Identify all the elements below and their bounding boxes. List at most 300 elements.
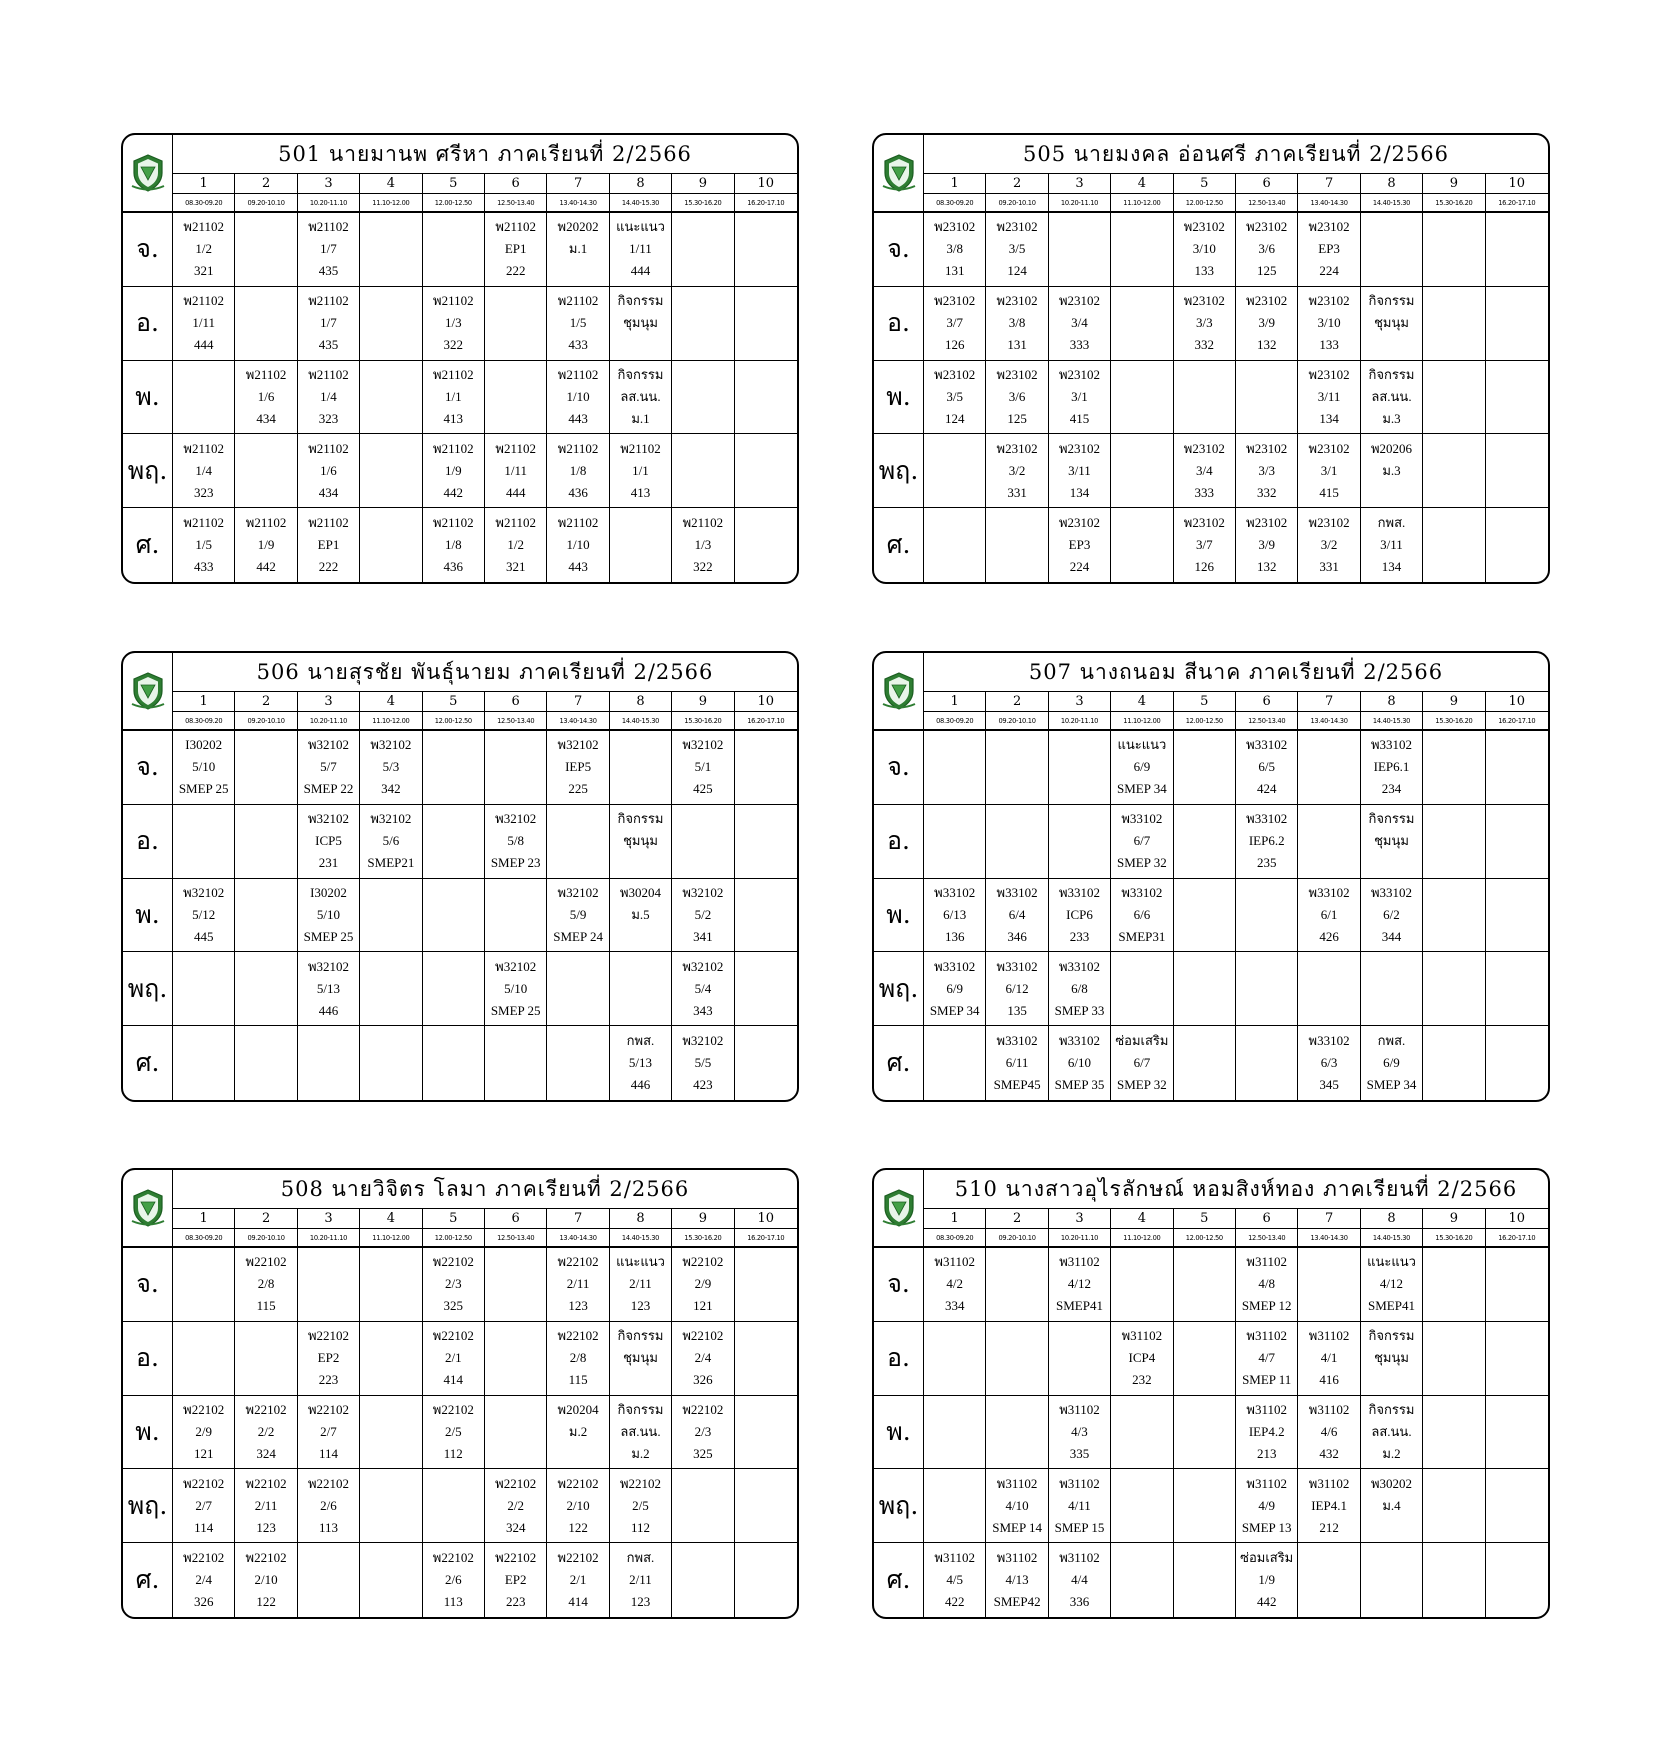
cell-subject: พ23102 — [996, 219, 1038, 235]
schedule-cell — [610, 952, 672, 1026]
schedule-cell — [1111, 1469, 1173, 1543]
cell-class: 4/3 — [1071, 1423, 1088, 1439]
cell-class: IEP5 — [565, 759, 592, 775]
cell-class: 3/11 — [1317, 388, 1341, 404]
schedule-cell — [1049, 508, 1111, 582]
period-time: 09.20-10.10 — [986, 194, 1048, 213]
cell-subject: พ23102 — [1058, 366, 1101, 382]
schedule-cell — [1174, 1469, 1236, 1543]
day-label: จ. — [874, 213, 924, 287]
cell-room: 234 — [1381, 781, 1402, 797]
schedule-cell — [1298, 1322, 1360, 1396]
schedule-cell — [1361, 731, 1423, 805]
cell-subject: พ22102 — [432, 1254, 474, 1270]
period-time: 12.00-12.50 — [423, 712, 485, 731]
schedule-cell — [1049, 731, 1111, 805]
cell-room: 131 — [944, 263, 965, 279]
schedule-cell — [1423, 879, 1485, 953]
schedule-cell — [610, 1322, 672, 1396]
cell-room: SMEP 14 — [992, 1519, 1042, 1535]
schedule-cell — [1174, 508, 1236, 582]
cell-room: 125 — [1007, 410, 1027, 426]
cell-class: 2/7 — [320, 1423, 337, 1439]
schedule-cell — [986, 1543, 1048, 1617]
cell-class: 3/11 — [1380, 537, 1403, 553]
cell-class: 5/9 — [569, 906, 587, 922]
cell-subject: พ22102 — [183, 1475, 225, 1491]
schedule-cell — [298, 731, 360, 805]
schedule-cell — [1111, 952, 1173, 1026]
schedule-cell — [1111, 434, 1173, 508]
cell-class: 2/10 — [566, 1497, 590, 1513]
cell-class: 5/6 — [382, 833, 400, 849]
cell-class: 2/9 — [195, 1423, 212, 1439]
cell-subject: พ32102 — [183, 884, 225, 900]
timetable-grid — [123, 1170, 797, 1617]
period-number: 10 — [1486, 174, 1548, 194]
period-number: 3 — [298, 692, 360, 712]
cell-room: 442 — [1256, 1594, 1277, 1610]
cell-subject: พ23102 — [1058, 515, 1101, 531]
cell-room: 434 — [318, 484, 339, 500]
cell-class: 2/4 — [694, 1350, 712, 1366]
day-label: อ. — [123, 1322, 173, 1396]
period-time: 11.10-12.00 — [1111, 1229, 1173, 1248]
cell-class: ICP4 — [1128, 1350, 1156, 1366]
schedule-cell — [1236, 1026, 1298, 1100]
period-number: 4 — [360, 174, 422, 194]
period-number: 8 — [1361, 1209, 1423, 1229]
cell-class: ชุมนุม — [623, 1350, 658, 1366]
day-label: พ. — [874, 1396, 924, 1470]
period-time: 14.40-15.30 — [1361, 194, 1423, 213]
cell-class: 3/1 — [1320, 462, 1338, 478]
schedule-cell — [298, 434, 360, 508]
schedule-cell — [735, 434, 797, 508]
cell-room: 433 — [568, 337, 588, 353]
period-time: 12.00-12.50 — [1174, 1229, 1236, 1248]
cell-room: 333 — [1194, 484, 1215, 500]
period-number: 7 — [1298, 174, 1360, 194]
cell-class: 5/1 — [694, 759, 712, 775]
cell-subject: กิจกรรม — [1368, 366, 1415, 382]
schedule-cell — [1361, 1469, 1423, 1543]
cell-room: 114 — [194, 1519, 214, 1535]
cell-room: 435 — [318, 337, 339, 353]
schedule-cell — [1174, 1026, 1236, 1100]
schedule-cell — [1423, 361, 1485, 435]
schedule-cell — [986, 213, 1048, 287]
schedule-cell — [485, 508, 547, 582]
cell-class: 6/13 — [943, 906, 967, 922]
cell-class: 4/5 — [946, 1572, 963, 1588]
schedule-cell — [672, 952, 734, 1026]
cell-room: 326 — [693, 1372, 713, 1388]
schedule-cell — [1423, 1396, 1485, 1470]
day-label: ศ. — [123, 508, 173, 582]
schedule-cell — [735, 508, 797, 582]
schedule-cell — [1174, 361, 1236, 435]
schedule-cell — [1298, 1026, 1360, 1100]
cell-room: 445 — [193, 928, 214, 944]
day-label: พฤ. — [874, 434, 924, 508]
schedule-cell — [1236, 731, 1298, 805]
cell-class: 1/11 — [504, 462, 528, 478]
period-number: 9 — [1423, 174, 1485, 194]
schedule-cell — [1174, 434, 1236, 508]
timetable-grid — [874, 135, 1548, 582]
schedule-cell — [360, 361, 422, 435]
period-time: 16.20-17.10 — [735, 712, 797, 731]
schedule-cell — [1111, 731, 1173, 805]
school-crest-icon — [881, 1188, 917, 1228]
cell-subject: พ31102 — [1059, 1475, 1100, 1491]
school-crest-icon — [881, 671, 917, 711]
cell-subject: กพส. — [1377, 515, 1406, 531]
cell-room: 125 — [1256, 263, 1277, 279]
cell-room: 432 — [1319, 1445, 1339, 1461]
cell-class: 6/9 — [1383, 1055, 1400, 1071]
cell-subject: พ22102 — [245, 1254, 287, 1270]
cell-class: 2/10 — [254, 1572, 278, 1588]
schedule-cell — [298, 879, 360, 953]
schedule-cell — [547, 287, 609, 361]
timetable-grid — [874, 1170, 1548, 1617]
cell-subject: พ20202 — [557, 219, 599, 235]
cell-class: ชุมนุม — [1374, 833, 1409, 849]
cell-class: 6/9 — [1133, 759, 1151, 775]
cell-subject: พ31102 — [934, 1550, 975, 1566]
schedule-cell — [485, 1322, 547, 1396]
cell-class: 1/7 — [320, 241, 337, 257]
timetable-grid — [123, 653, 797, 1100]
schedule-cell — [610, 1026, 672, 1100]
cell-subject: พ31102 — [1246, 1254, 1287, 1270]
cell-class: ชุมนุม — [1374, 315, 1409, 331]
schedule-cell — [610, 213, 672, 287]
cell-subject: พ21102 — [308, 366, 349, 382]
schedule-cell — [1298, 879, 1360, 953]
cell-room: 113 — [443, 1594, 463, 1610]
cell-class: 6/11 — [1005, 1055, 1029, 1071]
period-number: 5 — [423, 174, 485, 194]
day-label: อ. — [874, 287, 924, 361]
period-time: 15.30-16.20 — [672, 1229, 734, 1248]
cell-subject: พ22102 — [557, 1550, 599, 1566]
cell-class: 5/8 — [507, 833, 524, 849]
schedule-cell — [173, 434, 235, 508]
schedule-cell — [735, 952, 797, 1026]
cell-class: 2/9 — [694, 1276, 712, 1292]
cell-subject: พ22102 — [183, 1550, 225, 1566]
schedule-cell — [173, 213, 235, 287]
cell-subject: กพส. — [1377, 1033, 1406, 1049]
period-time: 12.00-12.50 — [1174, 712, 1236, 731]
schedule-cell — [547, 1248, 609, 1322]
period-time: 12.50-13.40 — [1236, 194, 1298, 213]
cell-subject: พ22102 — [307, 1475, 350, 1491]
cell-subject: แนะแนว — [1117, 737, 1167, 753]
schedule-cell — [360, 1322, 422, 1396]
period-number: 4 — [1111, 174, 1173, 194]
period-number: 10 — [735, 174, 797, 194]
schedule-cell — [610, 805, 672, 879]
cell-class: 1/6 — [320, 462, 337, 478]
cell-class: 1/5 — [569, 315, 587, 331]
cell-class: 1/8 — [444, 537, 462, 553]
schedule-cell — [924, 508, 986, 582]
period-time: 12.00-12.50 — [423, 194, 485, 213]
period-number: 5 — [1174, 1209, 1236, 1229]
cell-room: 331 — [1007, 484, 1027, 500]
schedule-cell — [173, 361, 235, 435]
schedule-cell — [298, 1396, 360, 1470]
schedule-cell — [1298, 731, 1360, 805]
cell-class: 6/7 — [1133, 1055, 1151, 1071]
cell-class: 1/10 — [566, 537, 590, 553]
cell-class: ลส.นน. — [620, 1423, 661, 1439]
day-label: พฤ. — [874, 1469, 924, 1543]
schedule-cell — [1423, 1469, 1485, 1543]
day-label: พฤ. — [123, 1469, 173, 1543]
schedule-cell — [173, 1469, 235, 1543]
schedule-cell — [1361, 1248, 1423, 1322]
day-label: ศ. — [874, 1026, 924, 1100]
schedule-cell — [173, 1543, 235, 1617]
period-time: 13.40-14.30 — [547, 1229, 609, 1248]
cell-class: 1/5 — [195, 537, 212, 553]
schedule-cell — [924, 434, 986, 508]
cell-class: 3/3 — [1195, 315, 1213, 331]
cell-class: 5/12 — [192, 906, 216, 922]
day-label: จ. — [874, 731, 924, 805]
schedule-cell — [235, 361, 297, 435]
cell-subject: พ21102 — [682, 515, 724, 531]
cell-room: 326 — [193, 1594, 214, 1610]
cell-room: 414 — [443, 1372, 464, 1388]
cell-class: 1/2 — [195, 241, 212, 257]
cell-subject: พ21102 — [557, 515, 599, 531]
cell-subject: แนะแนว — [616, 1254, 665, 1270]
schedule-cell — [1361, 1322, 1423, 1396]
period-number: 6 — [1236, 692, 1298, 712]
cell-subject: พ23102 — [1308, 440, 1350, 456]
cell-room: 134 — [1381, 559, 1402, 575]
cell-subject: พ23102 — [1246, 293, 1288, 309]
cell-class: 4/8 — [1258, 1276, 1275, 1292]
cell-subject: พ21102 — [495, 515, 536, 531]
cell-room: 223 — [318, 1372, 339, 1388]
cell-subject: พ21102 — [308, 293, 349, 309]
cell-subject: พ31102 — [1059, 1254, 1100, 1270]
cell-subject: พ22102 — [682, 1328, 724, 1344]
schedule-cell — [1486, 361, 1548, 435]
cell-room: SMEP 25 — [178, 781, 229, 797]
card-title: 506 นายสุรชัย พันธุ์นายม ภาคเรียนที่ 2/2566 — [173, 653, 797, 692]
cell-room: 122 — [256, 1594, 276, 1610]
schedule-cell — [173, 731, 235, 805]
schedule-cell — [1111, 1396, 1173, 1470]
cell-subject: พ32102 — [370, 737, 412, 753]
schedule-cell — [360, 213, 422, 287]
schedule-cell — [173, 508, 235, 582]
schedule-cell — [1111, 213, 1173, 287]
schedule-cell — [1298, 508, 1360, 582]
period-number: 5 — [1174, 692, 1236, 712]
schedule-cell — [1298, 805, 1360, 879]
schedule-cell — [423, 879, 485, 953]
cell-room: SMEP41 — [1368, 1298, 1415, 1314]
cell-room: 415 — [1319, 484, 1339, 500]
day-label: พฤ. — [874, 952, 924, 1026]
cell-class: 2/4 — [195, 1572, 212, 1588]
schedule-cell — [1361, 361, 1423, 435]
period-number: 6 — [485, 174, 547, 194]
schedule-cell — [1486, 1396, 1548, 1470]
cell-class: 6/8 — [1071, 980, 1088, 996]
cell-class: 1/9 — [257, 537, 275, 553]
cell-class: 3/6 — [1258, 241, 1275, 257]
schedule-cell — [298, 1248, 360, 1322]
cell-subject: I30202 — [310, 884, 347, 900]
cell-subject: พ20206 — [1370, 440, 1413, 456]
cell-subject: พ33102 — [934, 884, 976, 900]
cell-room: 123 — [630, 1298, 651, 1314]
cell-class: IEP6.1 — [1373, 759, 1410, 775]
day-label: อ. — [874, 805, 924, 879]
cell-subject: พ22102 — [432, 1550, 474, 1566]
schedule-cell — [485, 1543, 547, 1617]
schedule-cell — [672, 508, 734, 582]
period-number: 4 — [360, 692, 422, 712]
cell-subject: พ23102 — [1058, 293, 1101, 309]
cell-class: 5/13 — [628, 1055, 653, 1071]
logo-cell — [874, 135, 924, 213]
schedule-cell — [1486, 731, 1548, 805]
period-time: 10.20-11.10 — [1049, 1229, 1111, 1248]
period-number: 2 — [235, 1209, 297, 1229]
cell-class: 4/7 — [1258, 1350, 1275, 1366]
schedule-cell — [485, 361, 547, 435]
schedule-cell — [1423, 287, 1485, 361]
cell-subject: พ31102 — [1246, 1475, 1287, 1491]
cell-class: ม.3 — [1382, 462, 1401, 478]
cell-subject: พ22102 — [557, 1475, 599, 1491]
cell-room: SMEP21 — [367, 855, 415, 871]
period-time: 15.30-16.20 — [672, 712, 734, 731]
schedule-cell — [924, 731, 986, 805]
cell-room: SMEP 12 — [1241, 1298, 1292, 1314]
cell-room: 334 — [944, 1298, 965, 1314]
schedule-cell — [1111, 361, 1173, 435]
cell-class: ม.4 — [1382, 1497, 1401, 1513]
schedule-cell — [423, 1026, 485, 1100]
period-number: 6 — [485, 1209, 547, 1229]
cell-class: ICP5 — [315, 833, 342, 849]
schedule-cell — [924, 1322, 986, 1396]
cell-class: 4/2 — [946, 1276, 963, 1292]
schedule-cell — [485, 1026, 547, 1100]
day-label: อ. — [123, 805, 173, 879]
cell-room: SMEP31 — [1118, 928, 1166, 944]
cell-subject: พ22102 — [682, 1254, 724, 1270]
cell-room: 115 — [568, 1372, 588, 1388]
schedule-cell — [1486, 1322, 1548, 1396]
cell-room: 224 — [1319, 263, 1339, 279]
schedule-cell — [735, 731, 797, 805]
schedule-cell — [610, 1248, 672, 1322]
school-crest-icon — [881, 153, 917, 193]
cell-subject: พ31102 — [1246, 1328, 1287, 1344]
schedule-cell — [735, 287, 797, 361]
period-number: 4 — [1111, 692, 1173, 712]
schedule-cell — [173, 879, 235, 953]
period-number: 9 — [672, 174, 734, 194]
schedule-cell — [360, 952, 422, 1026]
schedule-cell — [1111, 1322, 1173, 1396]
schedule-cell — [1298, 434, 1360, 508]
schedule-cell — [1174, 287, 1236, 361]
schedule-cell — [1236, 1543, 1298, 1617]
cell-room: 444 — [505, 484, 526, 500]
cell-subject: พ22102 — [619, 1475, 662, 1491]
cell-class: 3/9 — [1258, 315, 1275, 331]
period-time: 12.50-13.40 — [485, 712, 547, 731]
cell-subject: พ33102 — [1058, 958, 1101, 974]
cell-subject: พ31102 — [996, 1550, 1038, 1566]
period-time: 12.50-13.40 — [1236, 1229, 1298, 1248]
schedule-cell — [1361, 1543, 1423, 1617]
cell-subject: พ22102 — [557, 1328, 599, 1344]
cell-subject: I30202 — [185, 737, 223, 753]
schedule-cell — [986, 1469, 1048, 1543]
schedule-cell — [610, 731, 672, 805]
period-time: 13.40-14.30 — [1298, 1229, 1360, 1248]
cell-class: 2/2 — [507, 1497, 524, 1513]
schedule-cell — [298, 952, 360, 1026]
schedule-cell — [235, 879, 297, 953]
cell-subject: พ21102 — [557, 293, 599, 309]
cell-room: 136 — [944, 928, 965, 944]
schedule-cell — [1423, 731, 1485, 805]
cell-class: 6/7 — [1133, 833, 1151, 849]
cell-room: 213 — [1256, 1445, 1277, 1461]
cell-room: 342 — [381, 781, 401, 797]
cell-room: SMEP 23 — [490, 855, 541, 871]
cell-room: 322 — [443, 337, 464, 353]
cell-room: 442 — [256, 559, 276, 575]
cell-subject: พ33102 — [996, 884, 1038, 900]
cell-subject: พ33102 — [1246, 737, 1288, 753]
cell-class: 6/9 — [946, 980, 963, 996]
schedule-cell — [1361, 1026, 1423, 1100]
schedule-cell — [735, 1322, 797, 1396]
schedule-cell — [485, 879, 547, 953]
cell-subject: พ32102 — [682, 958, 724, 974]
schedule-cell — [423, 361, 485, 435]
cell-room: 426 — [1319, 928, 1339, 944]
cell-class: 4/10 — [1005, 1497, 1029, 1513]
cell-class: 3/2 — [1008, 462, 1026, 478]
cell-subject: พ21102 — [308, 219, 349, 235]
schedule-cell — [235, 1322, 297, 1396]
cell-class: EP2 — [504, 1572, 527, 1588]
cell-subject: พ21102 — [433, 366, 474, 382]
cell-room: 444 — [630, 263, 651, 279]
schedule-cell — [173, 1026, 235, 1100]
period-time: 08.30-09.20 — [173, 712, 235, 731]
schedule-cell — [173, 1248, 235, 1322]
